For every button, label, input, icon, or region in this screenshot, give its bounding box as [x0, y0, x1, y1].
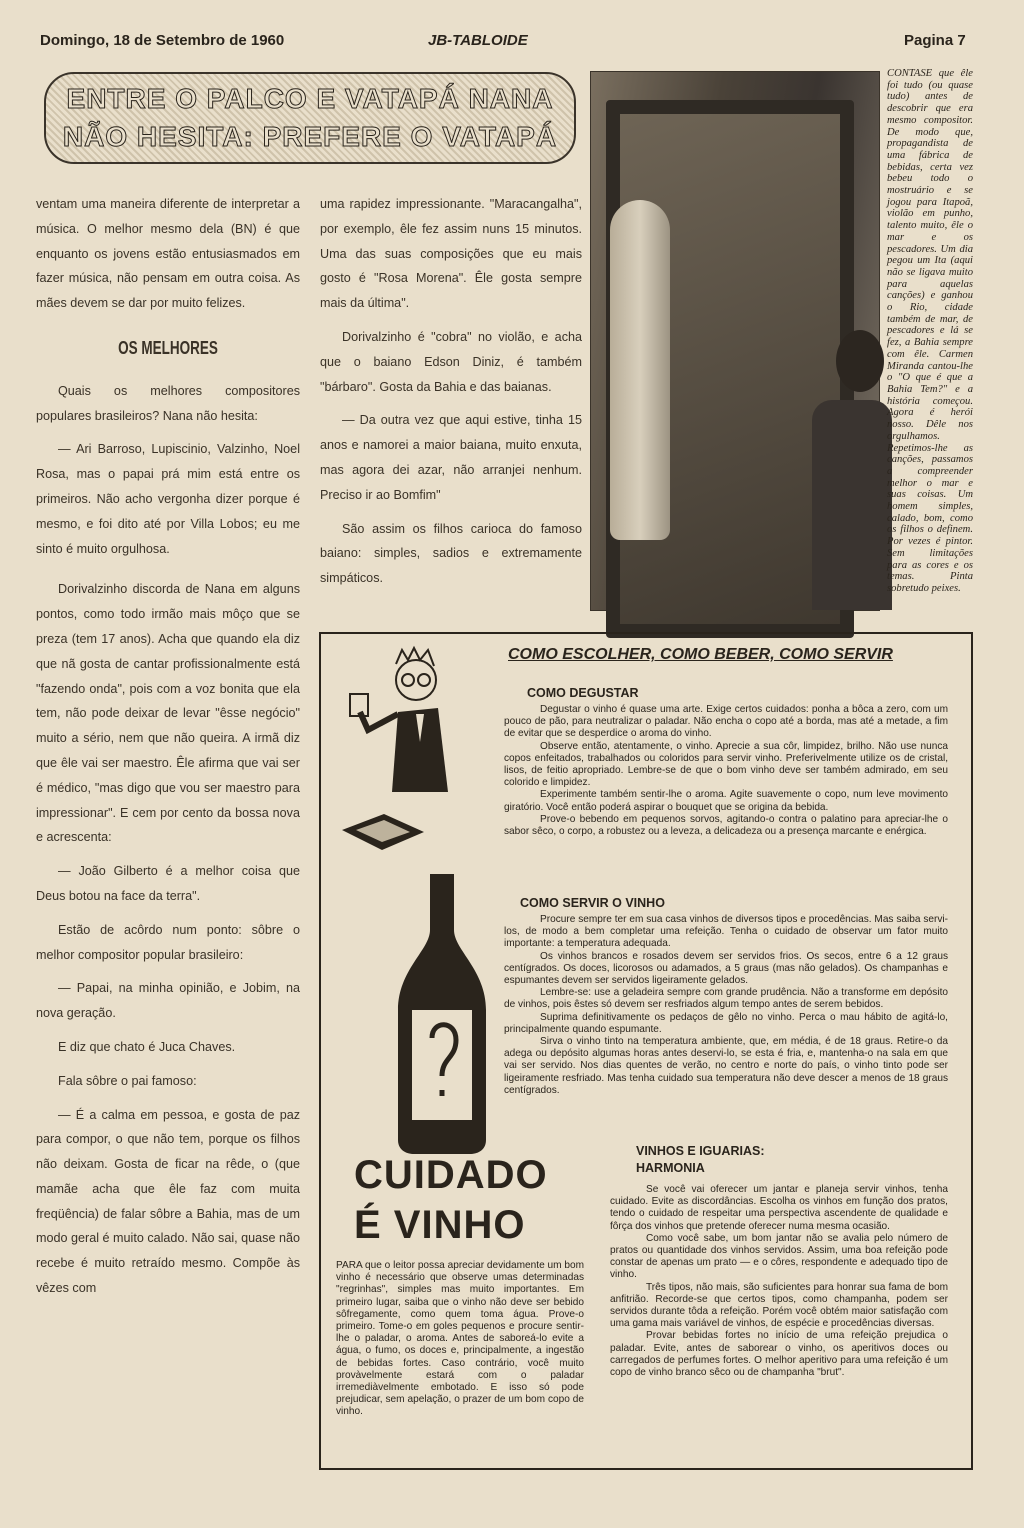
man-with-glass-illustration [338, 642, 458, 802]
paragraph: Degustar o vinho é quase uma arte. Exige certos cuidados: ponha a bôca a zero, com um pouco de pão, para neutralizar o paladar. Não encha o copo até a borda, mas até a metade, a fim de evitar que se desperdice o aroma do vinho. [504, 704, 948, 740]
paragraph: São assim os filhos carioca do famoso baiano: simples, sadios e extremamente simpáticos. [320, 521, 582, 586]
paragraph: — Ari Barroso, Lupiscinio, Valzinho, Noel Rosa, mas o papai prá mim está entre os primeiros. Não acho vergonha dizer porque é mesmo, e foi dito até por Villa Lobos; eu me sinto é muito orgulhosa. [36, 442, 300, 556]
cuidado-e-vinho-title [354, 1150, 584, 1250]
paragraph: Se você vai oferecer um jantar e planeja servir vinhos, tenha cuidado. Evite as discordâncias. Escolha os vinhos em função dos pratos, tendo o cuidado de respeitar uma perspectiva ascendente de qualidade e fôrça dos vinhos que pretende oferecer numa mesma ocasião. [610, 1184, 948, 1232]
photo-man-body [812, 400, 892, 610]
degustar-text [504, 704, 948, 838]
paragraph: Três tipos, não mais, são suficientes para honrar sua fama de bom anfitrião. Recorde-se que certos tipos, como champanha, podem ser servidos durante tôda a refeição. Porém você obtém maior satisfação com uma gama mais variável de vinhos, de espécie e procedências diversas. [610, 1281, 948, 1330]
paragraph: Lembre-se: use a geladeira sempre com grande prudência. Não a transforme em depósito de vinhos, pois êstes só devem ser resfriados algum tempo antes de serem bebidos. [504, 987, 948, 1011]
paragraph: Os vinhos brancos e rosados devem ser servidos frios. Os secos, entre 6 a 12 graus centígrados. Os doces, licorosos ou adamados, a 5 graus (mas não gelados). Os champanhas e espumantes devem ser servidos ligeiramente gelados. [504, 950, 948, 987]
article-column-1 [36, 192, 300, 1310]
section-heading-harmonia-2: HARMONIA [636, 1161, 705, 1175]
headline-line2: NÃO HESITA: PREFERE O VATAPÁ [62, 121, 558, 152]
header-page: Pagina 7 [904, 32, 966, 49]
wine-intro-text: PARA que o leitor possa apreciar devidamente um bom vinho é necessário que observe umas determinadas "regrinhas", simples mas muito importantes. Em primeiro lugar, saiba que o vinho não deve ser bebido sôfregamente, como quem toma água. Prove-o primeiro. Tome-o em goles pequenos e procure sentir-lhe o paladar, o aroma. Antes de saboreá-lo evite a água, o fumo, os doces e, principalmente, a ingestão de bebidas fortes. Caso contrário, você muito provàvelmente estará com o paladar irremediàvelmente embotado. E isso só pode prejudicar, sem apelação, o prazer de um bom copo de vinho. [336, 1260, 584, 1418]
photo-man-face [836, 330, 884, 392]
paragraph: Experimente também sentir-lhe o aroma. Agite suavemente o copo, num leve movimento giratório. Você então poderá aspirar o bouquet que se origina da bebida. [504, 789, 948, 813]
section-heading-servir: COMO SERVIR O VINHO [520, 896, 665, 910]
header-date: Domingo, 18 de Setembro de 1960 [40, 32, 285, 49]
paragraph: ventam uma maneira diferente de interpretar a música. O melhor mesmo dela (BN) é que enquanto os jovens estão entusiasmados em fazer música, não pensam em outra coisa. As mães devem se dar por muito felizes. [36, 197, 300, 311]
photo-caption: CONTASE que êle foi tudo (ou quase tudo) antes de descobrir que era mesmo compositor. De modo que, propagandista de uma fábrica de bebidas, certa vez bebeu todo o mostruário e se jogou para Itapoã, violão em punho, talento muito, êle o mar e os pescadores. Um dia pegou um Ita (aqui não se ligava muito para aquelas canções) e ganhou o Rio, cidade também de mar, de pescadores e lá se fez, a Bahia sempre com êle. Carmen Miranda cantou-lhe o "O que é que a Bahia Tem?" e a história começou. Agora é herói nosso. Dêle nos orgulhamos. Repetimos-lhe as canções, passamos a compreender melhor o mar e suas coisas. Um homem simples, calado, bom, como os filhos o definem. Por vezes é pintor. Sem limitações para as cores e os temas. Pinta sobretudo peixes. [887, 68, 973, 594]
wine-bottle-illustration [392, 870, 492, 1156]
harmonia-text [610, 1184, 948, 1379]
paragraph: — Da outra vez que aqui estive, tinha 15 anos e namorei a maior baiana, muito enxuta, mas agora dei azar, não arranjei nenhum. Preciso ir ao Bomfim" [320, 413, 582, 502]
paragraph: Observe então, atentamente, o vinho. Aprecie a sua côr, limpidez, brilho. Não use nunca copos enfeitados, trabalhados ou coloridos para servir vinho. Preferivelmente utilize os de cristal, lisos, de feitio apropriado. Lembre-se de que o bom vinho deve ser também admirado, em seu colorido e limpidez. [504, 740, 948, 789]
paragraph: Estão de acôrdo num ponto: sôbre o melhor compositor popular brasileiro: [36, 922, 300, 962]
paragraph: Suprima definitivamente os pedaços de gêlo no vinho. Perca o mau hábito de agitá-lo, principalmente quando espumante. [504, 1011, 948, 1035]
paragraph: Procure sempre ter em sua casa vinhos de diversos tipos e procedências. Mas saiba servi-los, de modo a bem completar uma refeição. Tenha o cuidado de observar um fator muito importante: a temperatura adequada. [504, 914, 948, 950]
big-title-line2: É VINHO [354, 1203, 526, 1247]
paragraph: Quais os melhores compositores populares brasileiros? Nana não hesita: [36, 383, 300, 423]
paragraph: Sirva o vinho tinto na temperatura ambiente, que, em média, é de 18 graus. Retire-o da adega ou depósito algumas horas antes deservi-lo, se esta é fria, e, mantenha-o na sala em que vai ser servido. Nos dias quentes de verão, no centro e norte do país, o vinho tinto pode ser ligeiramente resfriado. Mas tenha cuidado sua temperatura não deve descer a menos de 18 graus centígrados. [504, 1036, 948, 1096]
paragraph: Prove-o bebendo em pequenos sorvos, agitando-o contra o palatino para apreciar-lhe o sabor sêco, o corpo, a robustez ou a leveza, a delicadeza ou a presença marcante e enérgica. [504, 813, 948, 838]
section-heading-harmonia-1: VINHOS E IGUARIAS: [636, 1144, 765, 1158]
paragraph: Fala sôbre o pai famoso: [58, 1073, 197, 1088]
paragraph: — É a calma em pessoa, e gosta de paz para compor, o que não tem, porque os filhos não deixam. Gosta de ficar na rêde, o (que mamãe acha que êle faz com muita freqüência) de falar sôbre a Bahia, mas de um modo geral é muito calado. Não sai, quase não recebe é muito retraído mesmo. Compõe às vêzes com [36, 1107, 300, 1296]
section-heading-degustar: COMO DEGUSTAR [527, 686, 639, 700]
paragraph: E diz que chato é Juca Chaves. [58, 1039, 236, 1054]
paragraph: Dorivalzinho é "cobra" no violão, e acha que o baiano Edson Diniz, é também "bárbaro". Gosta da Bahia e das baianas. [320, 329, 582, 394]
paragraph: — João Gilberto é a melhor coisa que Deus botou na face da terra". [36, 864, 300, 903]
paragraph: — Papai, na minha opinião, e Jobim, na nova geração. [36, 981, 300, 1021]
cigarette-box-illustration [338, 806, 428, 856]
paragraph: Como você sabe, um bom jantar não se avalia pelo número de pratos ou quantidade dos vinhos servidos. Assim, uma boa refeição pode constar de apenas um prato — e o côres, respondente e adequado tipo de vinho. [610, 1232, 948, 1281]
big-title-line1: CUIDADO [354, 1153, 548, 1197]
servir-text [504, 914, 948, 1097]
photo-figure [610, 200, 670, 540]
paragraph: uma rapidez impressionante. "Maracangalha", por exemplo, êle fez assim nuns 15 minutos. Uma das suas composições que eu mais gosto é "Rosa Morena". Êle gosta sempre mais da última". [320, 197, 582, 311]
paragraph: Provar bebidas fortes no início de uma refeição prejudica o paladar. Evite, antes de saborear o vinho, os aperitivos doces ou carregados de perfumes fortes. O melhor aperitivo para uma refeição é um copo de vinho branco sêco ou de champanha "brut". [610, 1330, 948, 1379]
header-paper: JB-TABLOIDE [428, 32, 528, 49]
article-column-2 [320, 192, 582, 600]
subheading-os-melhores: OS MELHORES [118, 337, 218, 358]
paragraph: Dorivalzinho discorda de Nana em alguns pontos, como todo irmão mais môço que se preza (tem 17 anos). Acha que quando ela diz que nã gosta de cantar profissionalmente está "fazendo onda", pois com a voz bonita que ela tem, não pode deixar de levar "êsse negócio" muito a sério, nem que não queira. A irmã diz que êle vai ser maestro. Êle afirma que vai ser é médico, "mas digo que vou ser maestro para impressionar". E cem por cento da bossa nova e acrescenta: [36, 582, 300, 845]
headline-box [44, 72, 576, 164]
wine-title: COMO ESCOLHER, COMO BEBER, COMO SERVIR [508, 646, 893, 663]
headline-line1: ENTRE O PALCO E VATAPÁ NANA [66, 83, 554, 114]
